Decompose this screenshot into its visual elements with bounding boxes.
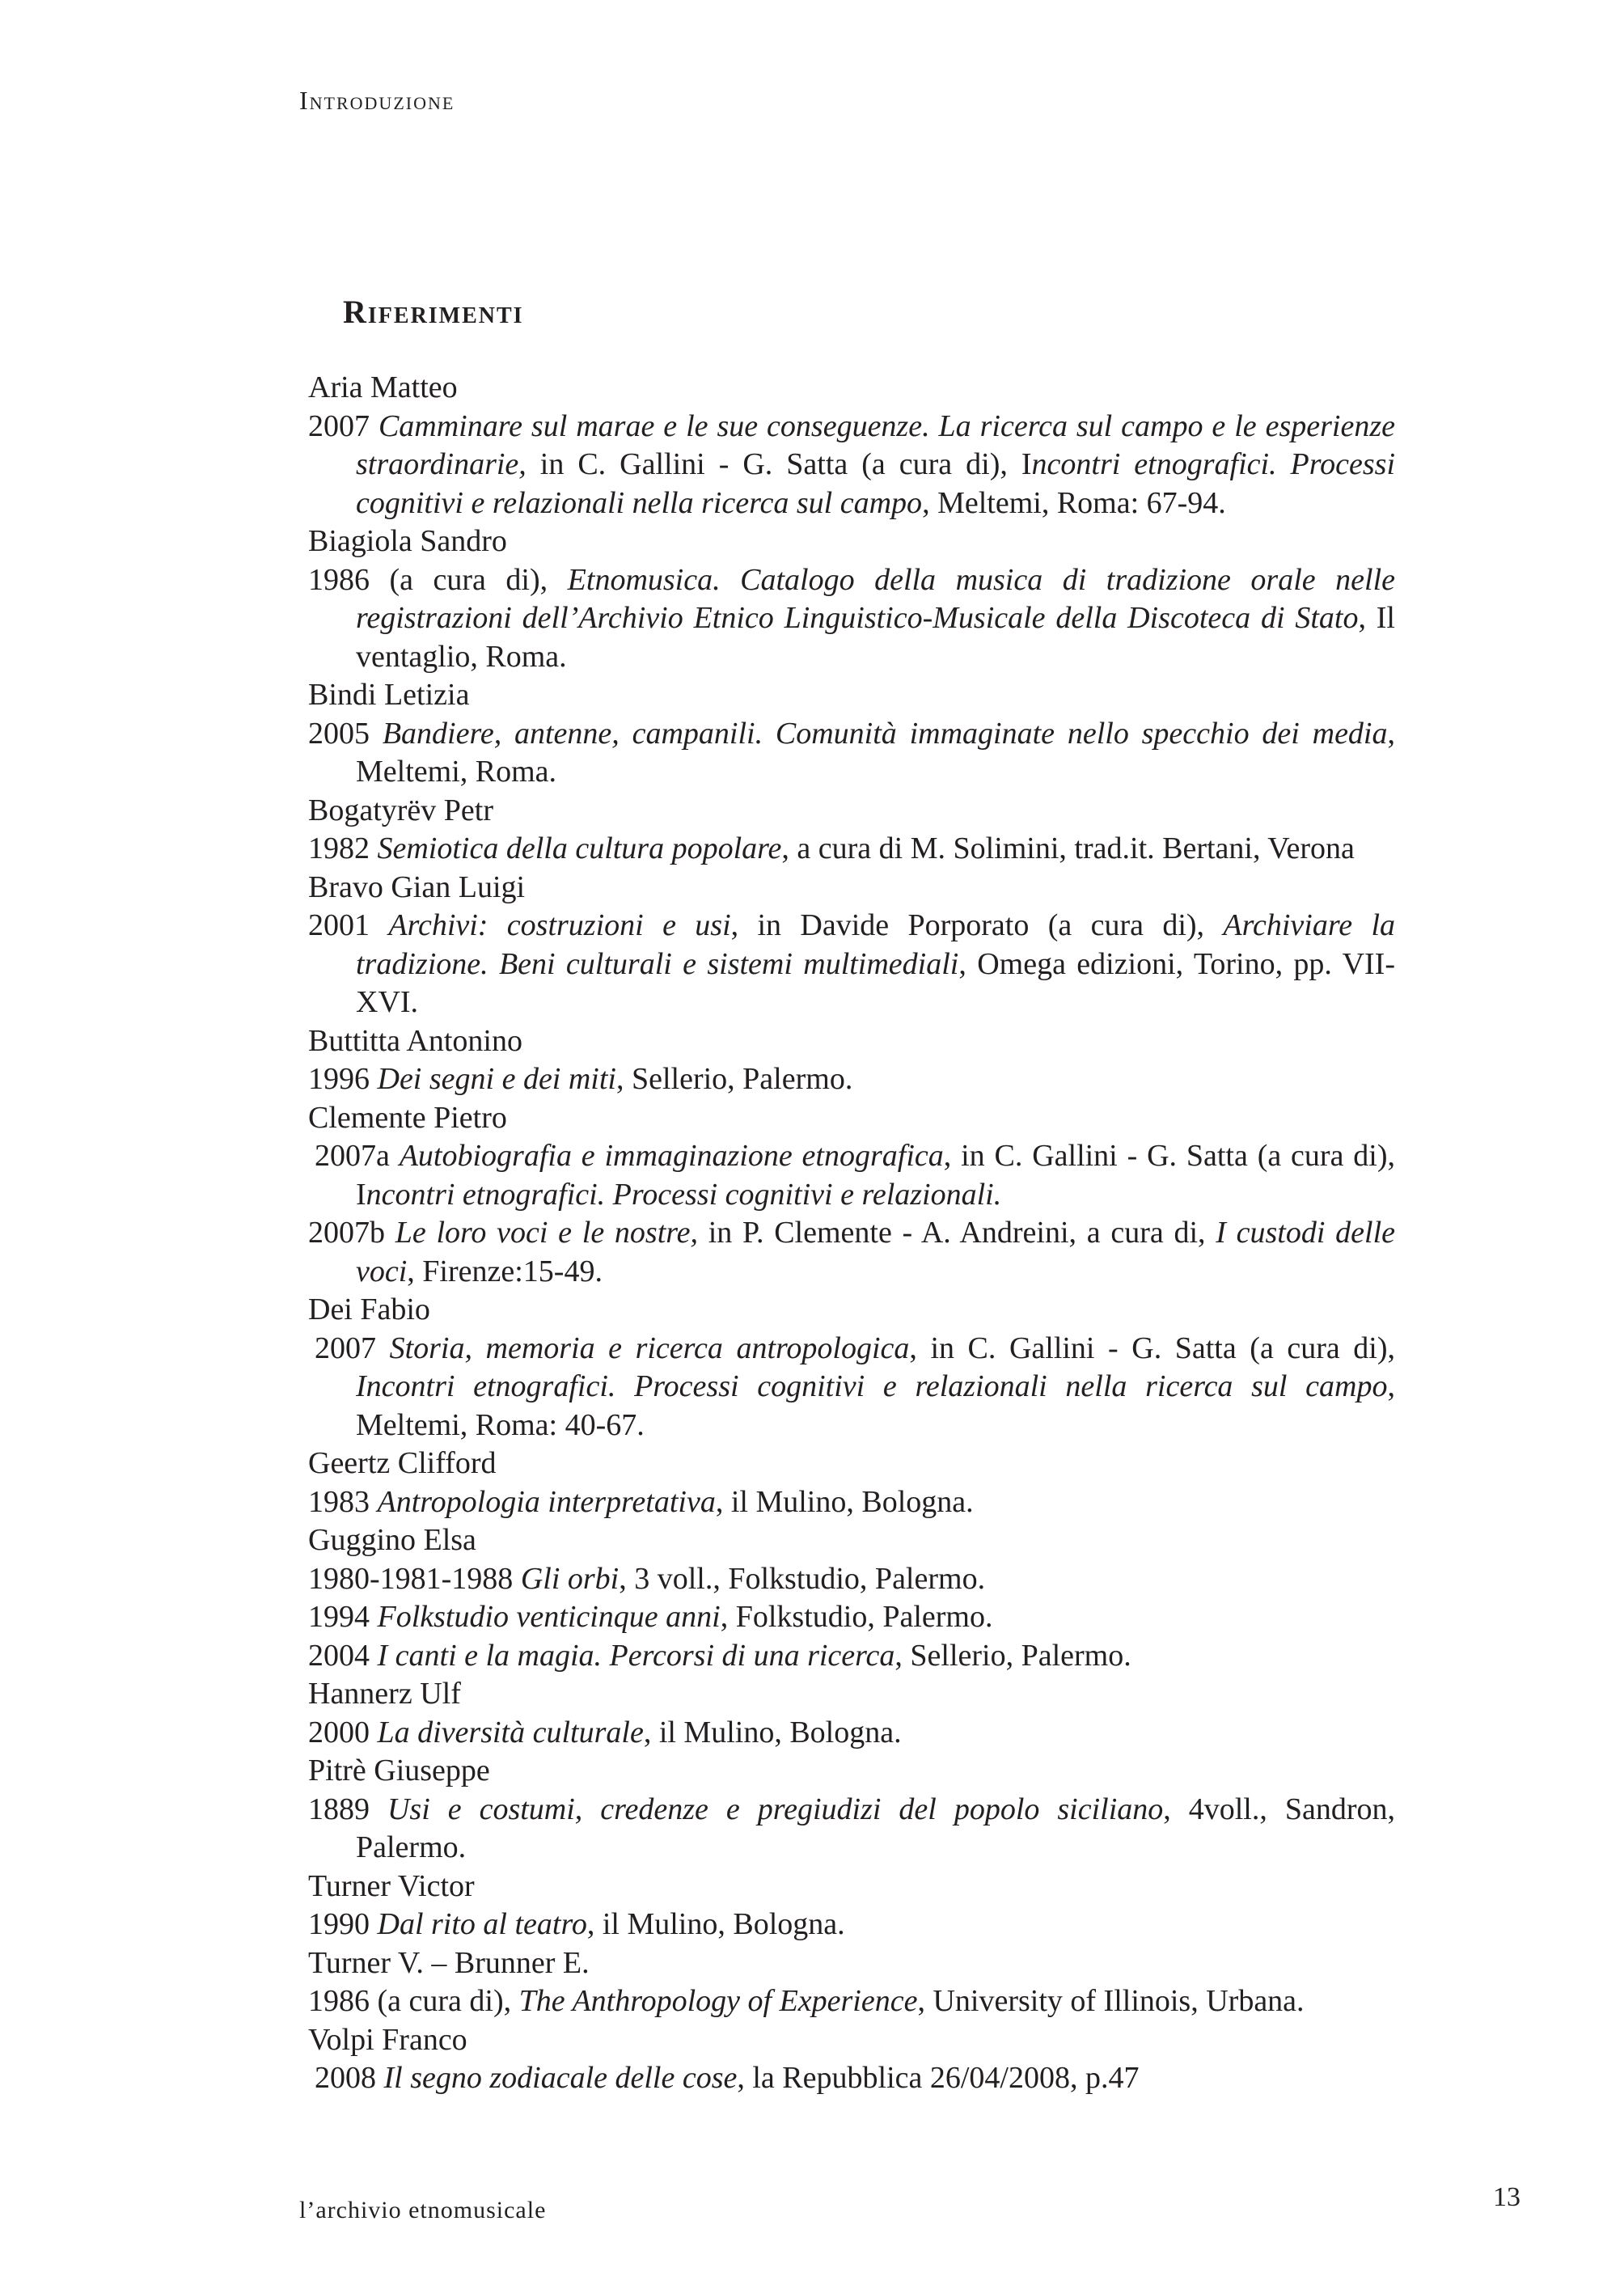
- reference-entry: [308, 2059, 1395, 2098]
- reference-title-text: Gli orbi: [520, 1561, 620, 1596]
- reference-author: Biagiola Sandro: [308, 524, 507, 558]
- reference-title-text: I custodi delle voci: [356, 1216, 1395, 1288]
- reference-title-text: Folkstudio venticinque anni: [377, 1600, 721, 1634]
- reference-entry: [308, 561, 1395, 677]
- reference-text: , Il ventaglio, Roma.: [356, 601, 1395, 674]
- reference-entry: [308, 1982, 1395, 2021]
- footer-book-title: l’archivio etnomusicale: [299, 2197, 547, 2223]
- reference-title-text: Bandiere, antenne, campanili. Comunità immaginate nello specchio dei media: [382, 716, 1388, 751]
- reference-entry: [308, 907, 1395, 1022]
- reference-text: , Meltemi, Roma: 67-94.: [922, 485, 1226, 520]
- reference-entry: [308, 1330, 1395, 1445]
- reference-text: 2007: [315, 1331, 390, 1365]
- reference-text: 2008: [315, 2061, 384, 2095]
- reference-text: , Folkstudio, Palermo.: [720, 1600, 993, 1634]
- reference-title-text: I canti e la magia. Percorsi di una ricerca: [377, 1638, 895, 1673]
- reference-title-text: The Anthropology of Experience: [518, 1984, 918, 2018]
- reference-title-text: Usi e costumi, credenze e pregiudizi del popolo siciliano: [387, 1792, 1164, 1826]
- page-number: 13: [1493, 2182, 1520, 2212]
- reference-entry: [308, 1906, 1395, 1944]
- reference-author: Buttitta Antonino: [308, 1023, 522, 1058]
- reference-title-text: Incontri etnografici. Processi cognitivi e relazionali nella ricerca sul campo: [356, 1369, 1388, 1403]
- reference-text: 1996: [308, 1062, 378, 1096]
- reference-text: , University of Illinois, Urbana.: [917, 1984, 1305, 2018]
- reference-title-text: Archiviare la tradizione. Beni culturali e sistemi multimediali: [356, 908, 1395, 981]
- reference-title-text: Dei segni e dei miti: [377, 1062, 616, 1096]
- reference-entry: [308, 1483, 1395, 1522]
- reference-author: Turner Victor: [308, 1868, 475, 1903]
- reference-author: Pitrè Giuseppe: [308, 1754, 490, 1787]
- reference-title-text: Camminare sul marae e le sue conseguenze. La ricerca sul campo e le esperienze straordinarie,: [356, 408, 1396, 481]
- reference-title-text: La diversità culturale: [377, 1715, 644, 1749]
- reference-text: 1982: [308, 831, 378, 865]
- reference-text: 1983: [308, 1484, 378, 1519]
- reference-text: , Sellerio, Palermo.: [615, 1062, 853, 1096]
- reference-entry: [308, 1137, 1395, 1214]
- reference-text: in C. Gallini - G. Satta (a cura di), I: [526, 447, 1032, 481]
- reference-entry: [308, 1060, 1395, 1099]
- reference-text: in P. Clemente - A. Andreini, a cura di,: [698, 1216, 1216, 1250]
- reference-text: 1986 (a cura di),: [308, 1984, 519, 2018]
- reference-text: 1994: [308, 1600, 378, 1634]
- section-title: Riferimenti: [343, 294, 524, 330]
- reference-entry: [308, 1714, 1395, 1753]
- reference-title-text: Il segno zodiacale delle cose: [383, 2061, 738, 2095]
- reference-author: Bindi Letizia: [308, 678, 470, 712]
- reference-author: Volpi Franco: [308, 2022, 467, 2057]
- reference-entry: [308, 408, 1395, 523]
- reference-text: , Meltemi, Roma.: [356, 716, 1395, 789]
- reference-title-text: ncontri etnografici. Processi cognitivi e relazionali.: [366, 1177, 1002, 1212]
- reference-text: 2000: [308, 1715, 378, 1749]
- reference-author: Bogatyrëv Petr: [308, 793, 494, 827]
- reference-entry: [308, 1637, 1395, 1676]
- reference-title-text: Dal rito al teatro: [377, 1907, 587, 1941]
- reference-title-text: ncontri etnografici. Processi cognitivi e relazionali nella ricerca sul campo: [356, 447, 1395, 520]
- reference-text: , a cura di M. Solimini, trad.it. Bertani, Verona: [781, 831, 1355, 865]
- reference-text: , Meltemi, Roma: 40-67.: [356, 1369, 1395, 1442]
- reference-text: , il Mulino, Bologna.: [586, 1907, 845, 1941]
- reference-title-text: Storia, memoria e ricerca antropologica: [389, 1331, 910, 1365]
- references-list: [308, 369, 1395, 2098]
- reference-text: , Sellerio, Palermo.: [894, 1638, 1131, 1673]
- reference-text: , Firenze:15-49.: [407, 1254, 603, 1288]
- reference-entry: [308, 830, 1395, 869]
- reference-title-text: Autobiografia e immaginazione etnografica: [399, 1139, 944, 1173]
- running-head: Introduzione: [299, 86, 455, 115]
- reference-author: Clemente Pietro: [308, 1100, 507, 1135]
- reference-title-text: Archivi: costruzioni e usi: [388, 908, 731, 942]
- reference-title-text: Antropologia interpretativa: [377, 1484, 716, 1519]
- reference-author: Hannerz Ulf: [308, 1677, 461, 1711]
- reference-text: 2004: [308, 1638, 378, 1673]
- reference-author: Guggino Elsa: [308, 1523, 476, 1557]
- reference-text: 1980-1981-1988: [308, 1561, 521, 1596]
- reference-text: , in Davide Porporato (a cura di),: [730, 908, 1224, 942]
- reference-text: 2001: [308, 908, 389, 942]
- reference-entry: [308, 1560, 1395, 1599]
- reference-text: 2007a: [315, 1139, 400, 1173]
- reference-text: , in C. Gallini - G. Satta (a cura di), I: [356, 1139, 1395, 1212]
- reference-text: , 4voll., Sandron, Palermo.: [356, 1792, 1395, 1864]
- reference-text: , la Repubblica 26/04/2008, p.47: [737, 2061, 1140, 2095]
- reference-text: 2005: [308, 716, 383, 751]
- reference-text: , il Mulino, Bologna.: [643, 1715, 902, 1749]
- reference-text: , 3 voll., Folkstudio, Palermo.: [619, 1561, 986, 1596]
- reference-text: 1990: [308, 1907, 378, 1941]
- reference-entry: [308, 1214, 1395, 1291]
- reference-title-text: Le loro voci e le nostre,: [395, 1216, 699, 1250]
- reference-author: Turner V. – Brunner E.: [308, 1945, 590, 1980]
- reference-author: Aria Matteo: [308, 370, 458, 404]
- reference-entry: [308, 1791, 1395, 1868]
- reference-text: , Omega edizioni, Torino, pp. VII-XVI.: [356, 946, 1395, 1019]
- reference-author: Geertz Clifford: [308, 1446, 497, 1480]
- reference-text: , in C. Gallini - G. Satta (a cura di),: [909, 1331, 1396, 1365]
- reference-text: 2007b: [308, 1216, 395, 1250]
- reference-text: 1986 (a cura di),: [308, 562, 568, 597]
- reference-author: Dei Fabio: [308, 1292, 430, 1326]
- reference-author: Bravo Gian Luigi: [308, 869, 526, 904]
- reference-title-text: Semiotica della cultura popolare: [377, 831, 782, 865]
- reference-entry: [308, 715, 1395, 792]
- reference-text: , il Mulino, Bologna.: [715, 1484, 974, 1519]
- reference-text: 1889: [308, 1792, 387, 1826]
- reference-title-text: Etnomusica. Catalogo della musica di tradizione orale nelle registrazioni dell’Archivio Etnico Linguistico-Musicale della Discoteca di Stato: [356, 562, 1395, 635]
- reference-text: 2007: [308, 408, 379, 443]
- reference-entry: [308, 1598, 1395, 1637]
